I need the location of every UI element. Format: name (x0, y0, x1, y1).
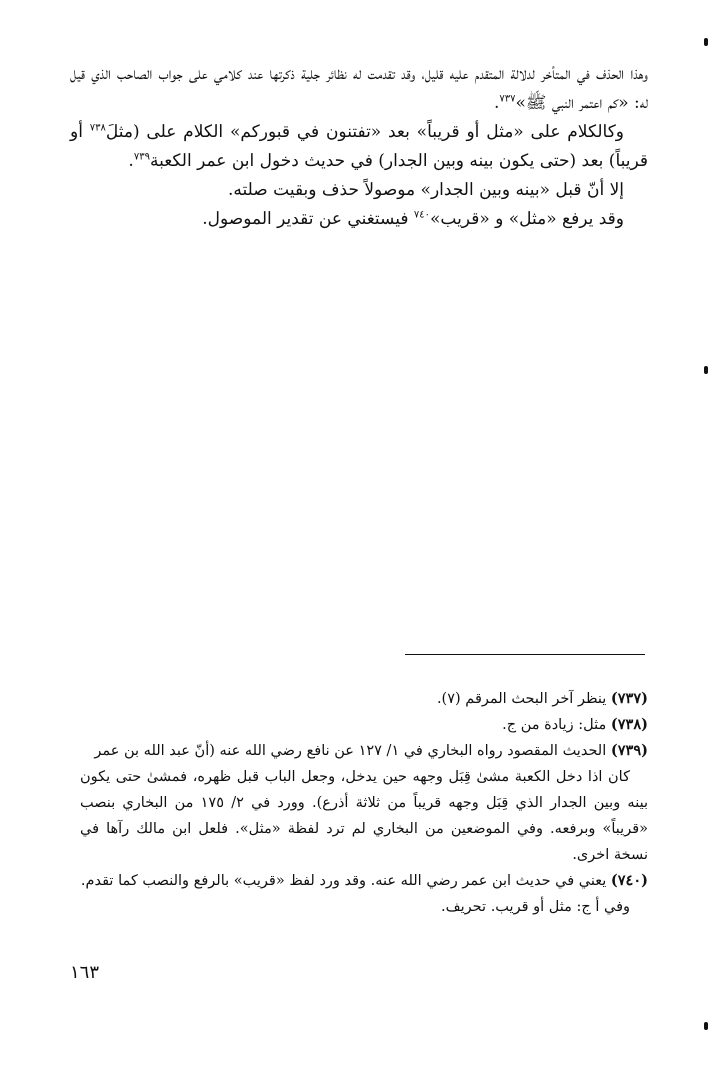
footnote-number: (٧٣٧) (610, 690, 648, 707)
footnote-738 (80, 712, 648, 738)
paragraph-1-tail: . (494, 93, 500, 113)
footnote-740 (80, 868, 648, 920)
footnote-number: (٧٣٩) (610, 742, 648, 759)
scan-edge-mark (704, 38, 708, 46)
footnote-text: الحديث المقصود رواه البخاري في ١/ ١٢٧ عن نافع رضي الله عنه (أنّ عبد الله بن عمر (94, 743, 611, 759)
footnotes-block (80, 686, 648, 920)
scan-edge-mark (704, 366, 708, 374)
scan-edge-mark (704, 1022, 708, 1030)
footnote-text: يعني في حديث ابن عمر رضي الله عنه. وقد ورد لفظ «قريب» بالرفع والنصب كما تقدم. (80, 873, 611, 889)
footnote-number: (٧٣٨) (610, 716, 648, 733)
footnote-number: (٧٤٠) (610, 872, 648, 889)
footnote-divider (405, 654, 645, 655)
main-text-block (70, 60, 648, 234)
footnote-ref-740[interactable]: ٧٤٠ (413, 209, 430, 221)
footnote-737 (80, 686, 648, 712)
footnote-continuation: كان اذا دخل الكعبة مشىٰ قِبَل وجهه حين يدخل، وجعل الباب قبل ظهره، فمشىٰ حتى يكون بينه وبين الجدار الذي قِبَل وجهه قريباً من ثلاثة أذرع). وورد في ٢/ ١٧٥ من البخاري بنصب «قريباً» وبرفعه. وفي الموضعين من البخاري لم ترد لفظة «مثل». فلعل ابن مالك رآها في نسخة اخرى. (80, 769, 648, 863)
paragraph-2-text: وكالكلام على «مثل أو قريباً» بعد «تفتنون في قبوركم» الكلام على (مثلَ (105, 122, 624, 142)
page-number: ١٦٣ (70, 962, 100, 983)
footnote-text: مثل: زيادة من ج. (502, 717, 611, 733)
paragraph-1 (70, 60, 648, 118)
paragraph-2 (70, 118, 648, 176)
footnote-ref-737[interactable]: ٧٣٧ (499, 93, 516, 105)
footnote-ref-738[interactable]: ٧٣٨ (89, 122, 106, 134)
paragraph-3-text: إلا أنّ قبل «بينه وبين الجدار» موصولاً حذف وبقيت صلته. (228, 180, 624, 200)
paragraph-1-text: وهذا الحذف في المتأخر لدلالة المتقدم عليه قليل، وقد تقدمت له نظائر جلية ذكرتها عند كلامي على جواب الصاحب الذي قيل له: «كم اعتمر النبي ﷺ» (70, 64, 648, 113)
footnote-ref-739[interactable]: ٧٣٩ (133, 151, 150, 163)
paragraph-4-tail: فيستغني عن تقدير الموصول. (202, 209, 414, 229)
paragraph-4 (70, 205, 648, 234)
paragraph-4-text: وقد يرفع «مثل» و «قريب» (429, 209, 624, 229)
footnote-continuation: وفي أ ج: مثل أو قريب. تحريف. (441, 899, 630, 915)
paragraph-3 (70, 176, 648, 205)
paragraph-2-tail: أو قريباً) بعد (حتى يكون بينه وبين الجدار) في حديث دخول ابن عمر الكعبة (70, 122, 648, 171)
footnote-739 (80, 738, 648, 868)
footnote-text: ينظر آخر البحث المرقم (٧). (436, 691, 611, 707)
paragraph-2-tail2: . (128, 151, 134, 171)
